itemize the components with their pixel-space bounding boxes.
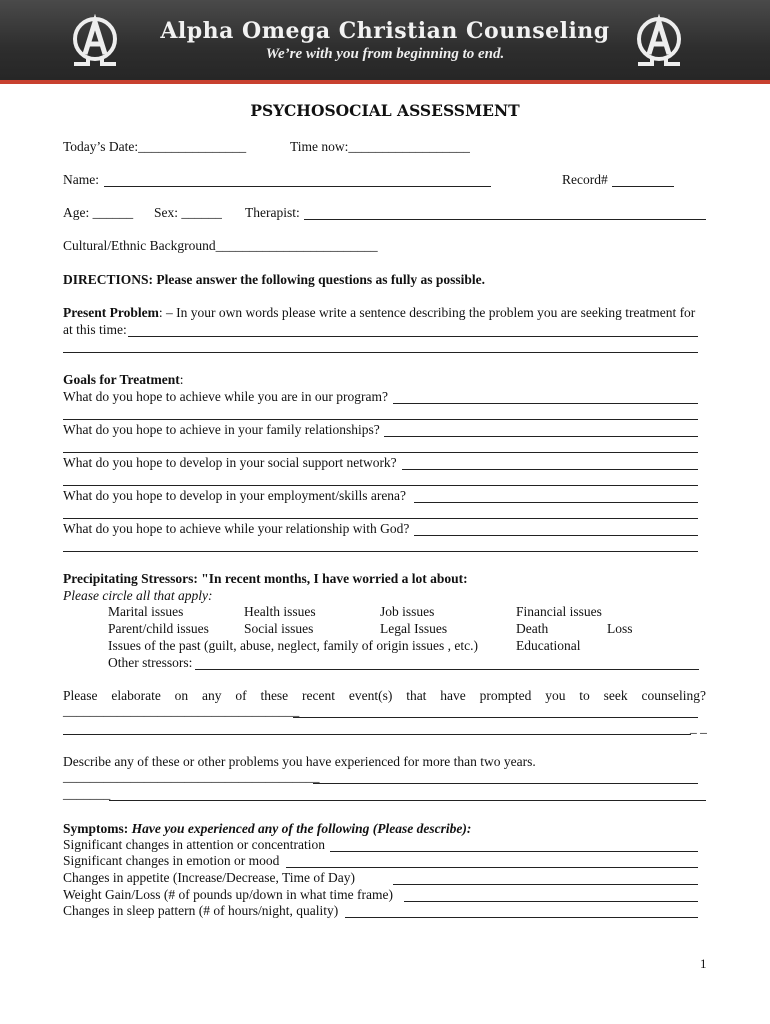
present-problem-question	[63, 305, 695, 321]
todays-date-field[interactable]: Today’s Date:________________	[63, 139, 247, 154]
record-label: Record#	[562, 172, 608, 187]
elaborate-underscore: ___________________________________	[63, 703, 300, 718]
record-field[interactable]	[612, 186, 674, 187]
elaborate-word: seek	[603, 688, 628, 703]
goal-answer-line[interactable]	[63, 419, 698, 420]
describe-answer-line[interactable]	[109, 800, 706, 801]
present-problem-label: Present Problem	[63, 305, 159, 320]
goal-answer-line[interactable]	[63, 518, 698, 519]
stressor-option-death[interactable]: Death	[516, 621, 549, 636]
goal-answer-line[interactable]	[63, 485, 698, 486]
elaborate-underscore-end: _ _	[690, 720, 707, 735]
describe-question: Describe any of these or other problems you have experienced for more than two years.	[63, 754, 536, 769]
elaborate-word: event(s)	[348, 688, 393, 703]
goal-answer-line[interactable]	[414, 502, 698, 503]
time-now-field[interactable]: Time now:__________________	[290, 139, 470, 154]
organization-tagline: We’re with you from beginning to end.	[265, 46, 505, 62]
stressors-heading: Precipitating Stressors: "In recent months, I have worried a lot about:	[63, 571, 468, 586]
stressor-option-social[interactable]: Social issues	[244, 621, 314, 636]
stressor-option-health[interactable]: Health issues	[244, 604, 316, 619]
goal-answer-line[interactable]	[63, 452, 698, 453]
name-field[interactable]	[104, 186, 491, 187]
present-problem-text: : – In your own words please write a sentence describing the problem you are seeking treatment for	[158, 305, 696, 320]
symptom-answer-line[interactable]	[330, 851, 698, 852]
elaborate-word: prompted	[479, 688, 532, 703]
symptom-question: Changes in appetite (Increase/Decrease, Time of Day)	[63, 870, 356, 885]
goal-answer-line[interactable]	[63, 551, 698, 552]
stressors-instruction: Please circle all that apply:	[63, 588, 213, 603]
stressor-option-legal[interactable]: Legal Issues	[380, 621, 448, 636]
present-problem-answer-line[interactable]	[128, 336, 698, 337]
elaborate-word: these	[260, 688, 289, 703]
goals-label: Goals for Treatment	[63, 372, 180, 387]
describe-underscore: ______________________________________	[63, 769, 320, 784]
goal-answer-line[interactable]	[384, 436, 698, 437]
header-banner	[0, 0, 770, 84]
therapist-label: Therapist:	[245, 205, 300, 220]
symptom-answer-line[interactable]	[286, 867, 698, 868]
elaborate-word: any	[202, 688, 222, 703]
stressor-option-financial[interactable]: Financial issues	[516, 604, 602, 619]
symptom-question: Weight Gain/Loss (# of pounds up/down in what time frame)	[63, 887, 393, 902]
symptom-question: Significant changes in emotion or mood	[63, 853, 280, 868]
goal-question: What do you hope to develop in your social support network?	[63, 455, 397, 470]
elaborate-answer-line[interactable]	[293, 717, 698, 718]
goals-colon: :	[179, 372, 184, 387]
other-stressors-field[interactable]	[195, 669, 699, 670]
goal-answer-line[interactable]	[393, 403, 698, 404]
name-label: Name:	[63, 172, 99, 187]
symptoms-heading	[63, 821, 471, 837]
elaborate-word: elaborate	[111, 688, 161, 703]
form-title: PSYCHOSOCIAL ASSESSMENT	[250, 101, 520, 120]
directions-text: DIRECTIONS: Please answer the following questions as fully as possible.	[63, 272, 486, 287]
stressor-option-educational[interactable]: Educational	[516, 638, 581, 653]
elaborate-word: you	[545, 688, 566, 703]
other-stressors-label: Other stressors:	[108, 655, 193, 670]
page-number: 1	[700, 956, 707, 971]
symptoms-label: Symptoms:	[63, 821, 129, 836]
elaborate-word: that	[406, 688, 427, 703]
organization-name: Alpha Omega Christian Counseling	[160, 18, 610, 44]
goal-question: What do you hope to achieve in your family relationships?	[63, 422, 380, 437]
goals-heading	[63, 372, 184, 388]
age-field[interactable]: Age: ______	[63, 205, 134, 220]
elaborate-answer-line[interactable]	[63, 734, 691, 735]
goal-question: What do you hope to achieve while your relationship with God?	[63, 521, 410, 536]
stressor-option-past[interactable]: Issues of the past (guilt, abuse, neglect, family of origin issues , etc.)	[108, 638, 479, 653]
symptom-answer-line[interactable]	[345, 917, 698, 918]
present-problem-cont: at this time:	[63, 322, 127, 337]
goal-question: What do you hope to achieve while you are in our program?	[63, 389, 389, 404]
elaborate-word: of	[235, 688, 247, 703]
elaborate-word: recent	[302, 688, 336, 703]
present-problem-answer-line[interactable]	[63, 352, 698, 353]
describe-answer-line[interactable]	[313, 783, 698, 784]
stressor-option-job[interactable]: Job issues	[380, 604, 435, 619]
alpha-omega-icon	[632, 14, 686, 72]
elaborate-word: Please	[63, 688, 98, 703]
elaborate-word: have	[440, 688, 466, 703]
stressor-option-marital[interactable]: Marital issues	[108, 604, 184, 619]
symptom-answer-line[interactable]	[404, 901, 698, 902]
symptom-question: Changes in sleep pattern (# of hours/night, quality)	[63, 903, 339, 918]
symptom-question: Significant changes in attention or concentration	[63, 837, 326, 852]
goal-answer-line[interactable]	[402, 469, 698, 470]
goal-answer-line[interactable]	[414, 535, 698, 536]
elaborate-question	[63, 688, 706, 704]
elaborate-word: counseling?	[641, 688, 706, 703]
elaborate-word: on	[174, 688, 189, 703]
stressor-option-parent-child[interactable]: Parent/child issues	[108, 621, 209, 636]
goal-question: What do you hope to develop in your employment/skills arena?	[63, 488, 407, 503]
elaborate-word: to	[579, 688, 590, 703]
symptoms-subtitle: Have you experienced any of the following (Please describe):	[131, 821, 472, 836]
symptom-answer-line[interactable]	[393, 884, 698, 885]
describe-underscore: _______	[63, 786, 111, 801]
stressor-option-loss[interactable]: Loss	[607, 621, 633, 636]
therapist-field[interactable]	[304, 219, 706, 220]
cultural-background-field[interactable]: Cultural/Ethnic Background________________________	[63, 238, 378, 253]
sex-field[interactable]: Sex: ______	[154, 205, 222, 220]
